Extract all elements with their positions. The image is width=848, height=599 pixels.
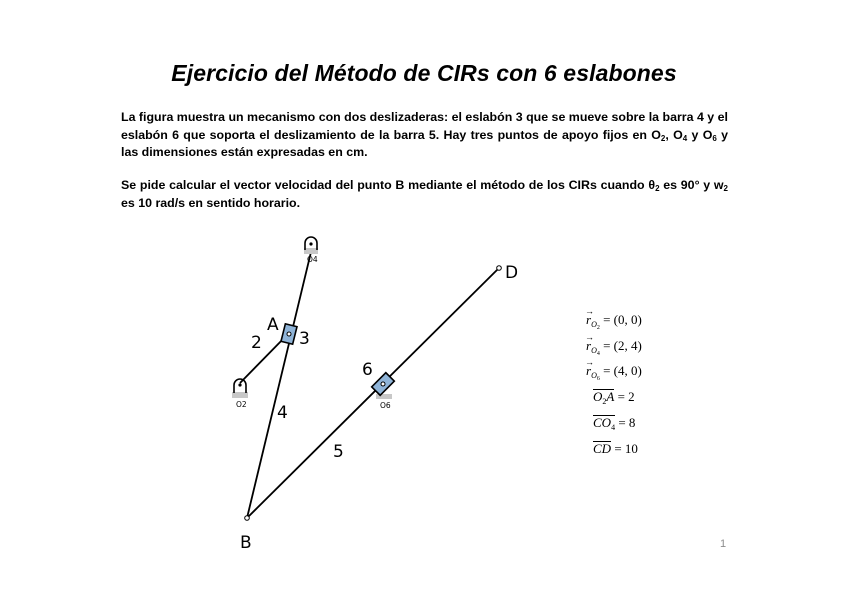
vector-r-symbol: → r — [586, 363, 591, 379]
label-point-b: B — [240, 533, 252, 553]
equation-r-o4 — [586, 338, 642, 357]
label-link-2: 2 — [251, 333, 262, 353]
eq-sub-o: O — [591, 346, 597, 355]
pin-o4 — [309, 242, 312, 245]
eq-sub-index: 2 — [596, 325, 600, 331]
statement-text-3: y O — [687, 127, 713, 142]
label-point-d: D — [505, 263, 519, 283]
ground-hatch-o4 — [304, 248, 318, 254]
ground-support-o4 — [304, 237, 318, 264]
eq-sub-index: 4 — [596, 351, 600, 357]
label-link-6: 6 — [362, 360, 373, 380]
slide-title: Ejercicio del Método de CIRs con 6 eslabones — [171, 60, 677, 86]
seg-o-sub: 2 — [602, 397, 607, 406]
label-link-3: 3 — [299, 329, 310, 349]
eq-value: = 8 — [615, 415, 636, 430]
statement-sub-o6: 6 — [712, 133, 717, 143]
vector-r-symbol: → r — [586, 338, 591, 354]
eq-value: = (0, 0) — [599, 312, 642, 327]
ground-hatch-o6 — [376, 394, 392, 399]
eq-value: = 10 — [611, 441, 638, 456]
eq-sub-o: O — [591, 320, 597, 329]
statement-text-2: , O — [665, 127, 683, 142]
eq-sub-index: 6 — [596, 376, 600, 382]
pin-o2 — [238, 383, 241, 386]
task-text-3: es 10 rad/s en sentido horario. — [121, 195, 301, 210]
label-bar-4: 4 — [277, 403, 288, 423]
eq-sub-o: O — [591, 371, 597, 380]
slider-3 — [281, 324, 297, 344]
equation-co4 — [593, 415, 635, 431]
seg-co: CO — [593, 415, 612, 430]
task-text-1: Se pide calcular el vector velocidad del punto B mediante el método de los CIRs cuando θ — [121, 178, 656, 192]
label-o4: O4 — [307, 255, 318, 264]
segment-cd — [593, 441, 611, 455]
statement-sub-o4: 4 — [682, 133, 688, 143]
equation-cd — [593, 441, 638, 457]
label-bar-5: 5 — [333, 442, 344, 462]
bar-4 — [247, 252, 311, 518]
page-number: 1 — [720, 538, 727, 550]
equation-r-o6 — [586, 363, 642, 382]
point-d — [497, 266, 502, 271]
ground-support-o2 — [232, 379, 248, 409]
task-sub-theta: 2 — [655, 184, 660, 193]
equation-r-o2 — [586, 312, 642, 331]
seg-a: A — [606, 389, 615, 404]
task-text-2: es 90° y w — [659, 178, 724, 192]
label-point-a: A — [267, 315, 279, 335]
eq-value: = (4, 0) — [599, 363, 642, 378]
segment-o2a — [593, 389, 615, 406]
task-sub-w: 2 — [723, 184, 728, 193]
statement-text-1: La figura muestra un mecanismo con dos deslizaderas: el eslabón 3 que se mueve sobre la barra 4 y el eslabón 6 que soporta el deslizamiento de la barra 5. Hay tres puntos de apoyo fijos en O — [121, 110, 728, 142]
vector-r-symbol: → r — [586, 312, 591, 328]
eq-value: = 2 — [614, 389, 635, 404]
label-o2: O2 — [236, 400, 247, 409]
statement-text-4: y las dimensiones están expresadas en cm. — [121, 127, 729, 159]
seg-co-sub: 4 — [611, 423, 616, 432]
segment-co4 — [593, 415, 616, 432]
seg-o: O — [593, 389, 603, 404]
bar-5 — [247, 268, 499, 518]
label-o6: O6 — [380, 401, 391, 410]
statement-sub-o2: 2 — [660, 133, 666, 143]
point-b — [245, 516, 250, 521]
seg-cd: CD — [593, 441, 612, 456]
joint-a — [287, 332, 292, 337]
eq-value: = (2, 4) — [599, 338, 642, 353]
equation-o2a — [593, 389, 635, 405]
